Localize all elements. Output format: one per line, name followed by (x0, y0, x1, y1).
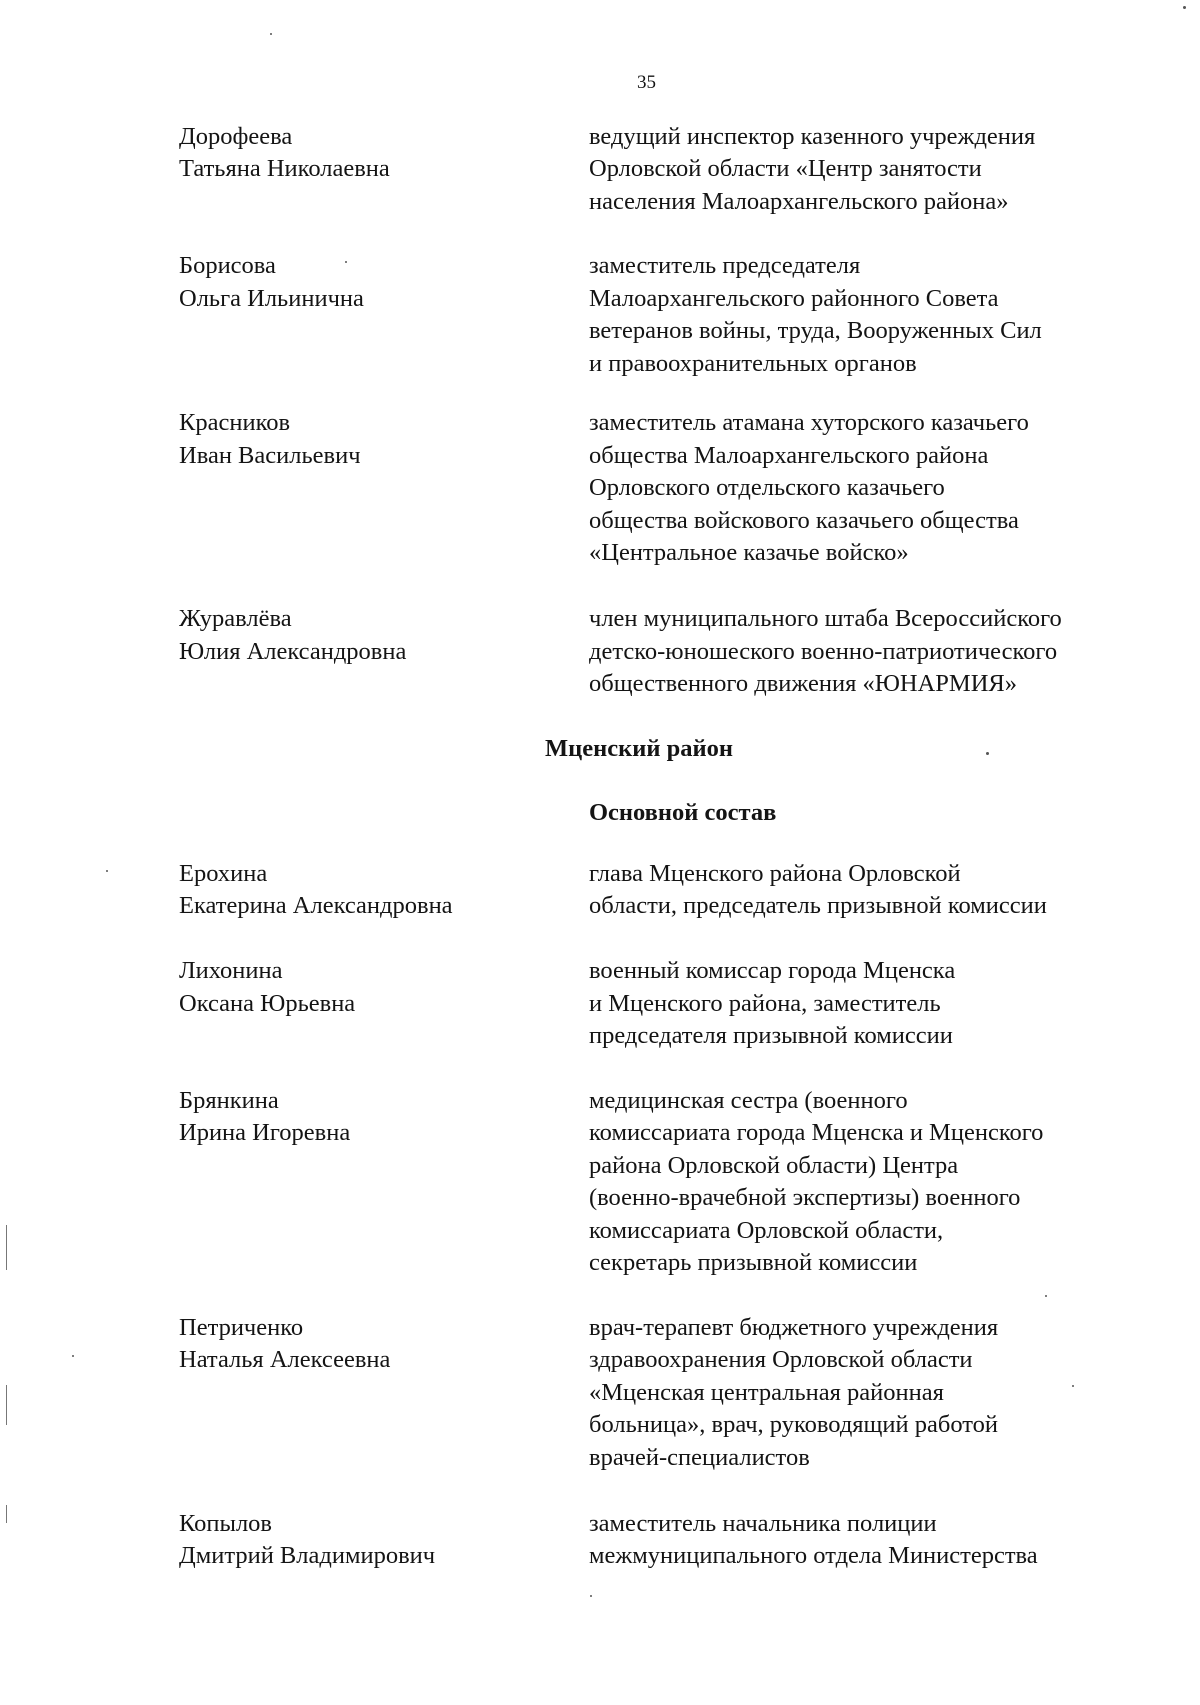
member-surname: Журавлёва (179, 605, 292, 632)
member-role-line: ветеранов войны, труда, Вооруженных Сил (589, 317, 1042, 344)
scan-edge-mark (6, 1385, 7, 1425)
member-role-line: заместитель председателя (589, 252, 861, 279)
member-role-line: член муниципального штаба Всероссийского (589, 605, 1062, 632)
scan-speck (72, 1355, 74, 1357)
member-given-names: Юлия Александровна (179, 638, 407, 665)
member-role-line: района Орловской области) Центра (589, 1152, 959, 1179)
scan-speck (986, 752, 989, 755)
member-given-names: Ирина Игоревна (179, 1119, 351, 1146)
member-role-line: и правоохранительных органов (589, 350, 917, 377)
member-role-line: населения Малоархангельского района» (589, 188, 1009, 215)
scan-speck (590, 1595, 592, 1597)
member-surname: Петриченко (179, 1314, 304, 1341)
member-role-line: военный комиссар города Мценска (589, 957, 956, 984)
member-role-line: Орловского отдельского казачьего (589, 474, 945, 501)
scan-speck (1183, 6, 1186, 9)
member-role-line: Малоархангельского районного Совета (589, 285, 999, 312)
member-surname: Брянкина (179, 1087, 279, 1114)
member-given-names: Татьяна Николаевна (179, 155, 390, 182)
member-surname: Копылов (179, 1510, 272, 1537)
member-role-line: общества войскового казачьего общества (589, 507, 1019, 534)
member-surname: Лихонина (179, 957, 283, 984)
member-role-line: (военно-врачебной экспертизы) военного (589, 1184, 1021, 1211)
district-heading: Мценский район (545, 735, 733, 762)
member-role-line: врач-терапевт бюджетного учреждения (589, 1314, 999, 1341)
member-role-line: Орловской области «Центр занятости (589, 155, 982, 182)
member-given-names: Наталья Алексеевна (179, 1346, 391, 1373)
member-role-line: врачей-специалистов (589, 1444, 810, 1471)
member-surname: Дорофеева (179, 123, 293, 150)
member-role-line: медицинская сестра (военного (589, 1087, 908, 1114)
member-given-names: Екатерина Александровна (179, 892, 453, 919)
member-role-line: заместитель начальника полиции (589, 1510, 937, 1537)
member-given-names: Ольга Ильинична (179, 285, 364, 312)
member-role-line: здравоохранения Орловской области (589, 1346, 973, 1373)
member-role-line: и Мценского района, заместитель (589, 990, 941, 1017)
member-given-names: Иван Васильевич (179, 442, 361, 469)
member-role-line: детско-юношеского военно-патриотического (589, 638, 1058, 665)
member-role-line: секретарь призывной комиссии (589, 1249, 918, 1276)
member-role-line: комиссариата Орловской области, (589, 1217, 944, 1244)
scan-speck (345, 261, 347, 263)
member-role-line: «Центральное казачье войско» (589, 539, 909, 566)
member-role-line: председателя призывной комиссии (589, 1022, 953, 1049)
member-role-line: заместитель атамана хуторского казачьего (589, 409, 1029, 436)
member-role-line: больница», врач, руководящий работой (589, 1411, 999, 1438)
member-role-line: глава Мценского района Орловской (589, 860, 961, 887)
scan-speck (106, 870, 108, 872)
member-role-line: комиссариата города Мценска и Мценского (589, 1119, 1044, 1146)
composition-heading: Основной состав (589, 799, 777, 826)
scan-speck (1072, 1385, 1074, 1387)
member-given-names: Дмитрий Владимирович (179, 1542, 436, 1569)
member-role-line: «Мценская центральная районная (589, 1379, 944, 1406)
member-surname: Ерохина (179, 860, 268, 887)
scan-edge-mark (6, 1225, 7, 1270)
member-surname: Борисова (179, 252, 276, 279)
scan-speck (270, 33, 272, 35)
member-role-line: общества Малоархангельского района (589, 442, 989, 469)
member-surname: Красников (179, 409, 291, 436)
member-role-line: общественного движения «ЮНАРМИЯ» (589, 670, 1017, 697)
member-role-line: ведущий инспектор казенного учреждения (589, 123, 1036, 150)
member-given-names: Оксана Юрьевна (179, 990, 356, 1017)
member-role-line: области, председатель призывной комиссии (589, 892, 1047, 919)
page-number: 35 (637, 72, 656, 93)
scan-speck (1045, 1295, 1047, 1297)
scan-edge-mark (6, 1505, 7, 1523)
member-role-line: межмуниципального отдела Министерства (589, 1542, 1038, 1569)
